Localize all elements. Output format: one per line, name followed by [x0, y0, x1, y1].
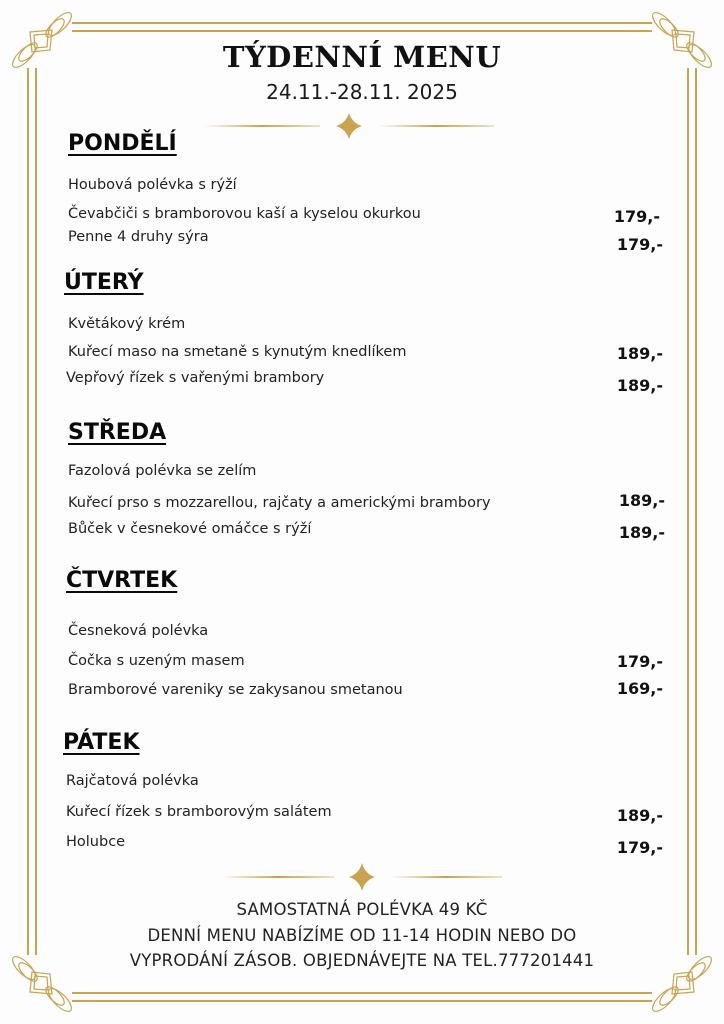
price-monday-1: 179,- — [613, 207, 660, 226]
meal-thursday-2: Bramborové vareniky se zakysanou smetanou — [68, 682, 403, 698]
day-heading-wednesday: STŘEDA — [68, 420, 167, 445]
meal-tuesday-1: Kuřecí maso na smetaně s kynutým knedlíkem — [68, 344, 407, 360]
page-title: TÝDENNÍ MENU — [222, 40, 502, 74]
soup-wednesday: Fazolová polévka se zelím — [68, 463, 257, 479]
soup-thursday: Česneková polévka — [68, 623, 209, 639]
day-heading-tuesday: ÚTERÝ — [64, 270, 144, 295]
meal-wednesday-2: Bůček v česnekové omáčce s rýží — [68, 521, 312, 537]
day-heading-thursday: ČTVRTEK — [66, 568, 178, 593]
price-friday-2: 179,- — [616, 838, 663, 857]
meal-monday-1: Čevabčiči s bramborovou kaší a kyselou okurkou — [68, 206, 421, 222]
day-heading-friday: PÁTEK — [63, 730, 140, 755]
price-wednesday-1: 189,- — [618, 491, 665, 510]
sparkle-icon — [336, 113, 362, 139]
price-thursday-2: 169,- — [616, 679, 663, 698]
footer-hours: DENNÍ MENU NABÍZÍME OD 11-14 HODIN NEBO DO — [147, 926, 577, 945]
meal-friday-2: Holubce — [66, 834, 126, 850]
footer-contact: VYPRODÁNÍ ZÁSOB. OBJEDNÁVEJTE NA TEL.777201441 — [129, 951, 595, 970]
meal-friday-1: Kuřecí řízek s bramborovým salátem — [66, 804, 332, 820]
price-monday-2: 179,- — [616, 235, 663, 254]
sparkle-icon — [349, 863, 375, 891]
date-range: 24.11.-28.11. 2025 — [266, 80, 458, 104]
footer-soup-price: SAMOSTATNÁ POLÉVKA 49 KČ — [236, 900, 488, 919]
meal-tuesday-2: Vepřový řízek s vařenými brambory — [66, 370, 325, 386]
soup-monday: Houbová polévka s rýží — [68, 177, 237, 193]
day-heading-monday: PONDĚLÍ — [68, 131, 177, 156]
soup-friday: Rajčatová polévka — [66, 773, 199, 789]
price-tuesday-1: 189,- — [616, 344, 663, 363]
meal-monday-2: Penne 4 druhy sýra — [68, 229, 209, 245]
meal-wednesday-1: Kuřecí prso s mozzarellou, rajčaty a americkými brambory — [68, 495, 491, 511]
price-friday-1: 189,- — [616, 806, 663, 825]
divider-bottom — [0, 862, 724, 892]
price-wednesday-2: 189,- — [618, 523, 665, 542]
soup-tuesday: Květákový krém — [68, 316, 186, 332]
meal-thursday-1: Čočka s uzeným masem — [68, 653, 245, 669]
price-thursday-1: 179,- — [616, 652, 663, 671]
price-tuesday-2: 189,- — [616, 376, 663, 395]
